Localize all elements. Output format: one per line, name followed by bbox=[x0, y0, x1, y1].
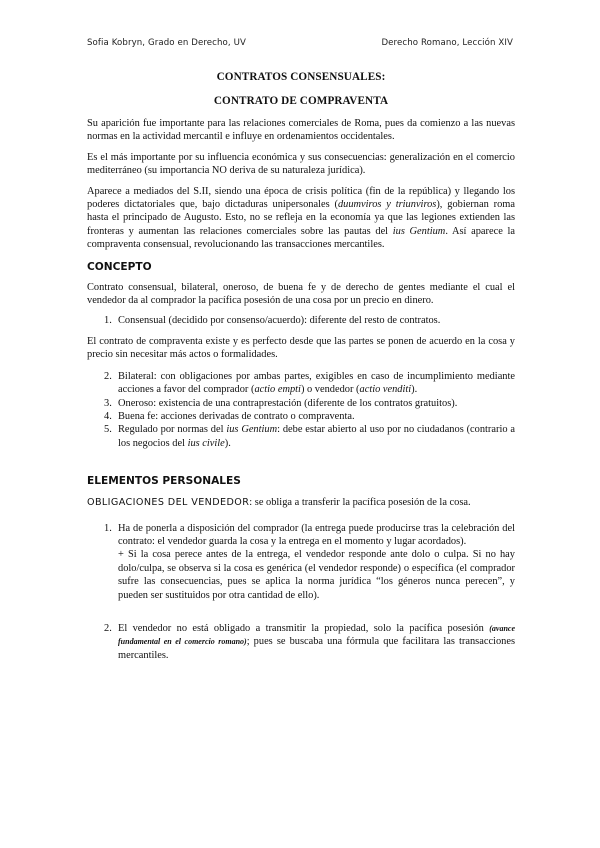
header-author: Sofia Kobryn, Grado en Derecho, UV bbox=[87, 38, 246, 48]
list-italic: ius civile bbox=[187, 437, 225, 449]
intro-paragraph-3 bbox=[87, 185, 515, 252]
intro-paragraph-1: Su aparición fue importante para las relaciones comerciales de Roma, pues da comienzo a las nuevas normas en la actividad mercantil e influye en ordenamientos occidentales. bbox=[87, 118, 515, 143]
list-number: 1. bbox=[104, 315, 112, 327]
list-item bbox=[87, 410, 515, 423]
list-italic: actio empti bbox=[254, 384, 301, 396]
section-heading-concepto: CONCEPTO bbox=[87, 260, 152, 273]
list-text: Consensual (decidido por consenso/acuerdo): diferente del resto de contratos. bbox=[118, 315, 441, 327]
concepto-definition: Contrato consensual, bilateral, oneroso, de buena fe y de derecho de gentes mediante el cual el vendedor da al comprador la pacífica posesión de una cosa por un precio en dinero. bbox=[87, 281, 515, 307]
list-item bbox=[87, 522, 515, 602]
list-text: Bilateral: con obligaciones por ambas partes, exigibles en caso de incumplimiento mediante acciones a favor del comprador ( bbox=[118, 370, 515, 396]
list-item bbox=[87, 423, 515, 450]
intro-p3-text: Aparece a mediados del S.II, siendo una época de crisis política (fin de la república) y llegando los poderes dictatoriales que, bajo dictaduras unipersonales ( bbox=[87, 185, 515, 211]
document-subtitle: CONTRATO DE COMPRAVENTA bbox=[213, 95, 389, 107]
obligaciones-list-1 bbox=[87, 522, 515, 602]
obligaciones-vendedor-line bbox=[87, 496, 515, 509]
list-text: Ha de ponerla a disposición del comprador (la entrega puede producirse tras la celebración del contrato: el vendedor guarda la cosa y la entrega en el momento y lugar acordados). bbox=[118, 522, 515, 547]
list-text: El vendedor no está obligado a transmitir la propiedad, solo la pacífica posesión bbox=[118, 622, 490, 634]
list-number: 2. bbox=[104, 622, 112, 634]
list-text: ; pues se buscaba una fórmula que facilitara las transacciones mercantiles. bbox=[118, 636, 515, 661]
document-title: CONTRATOS CONSENSUALES: bbox=[216, 71, 386, 83]
list-item bbox=[87, 370, 515, 397]
intro-p3-text: . Así aparece la compraventa consensual, revolucionando las transacciones mercantiles. bbox=[87, 225, 515, 251]
concepto-list-a bbox=[87, 314, 515, 327]
list-italic: ius Gentium bbox=[226, 424, 278, 436]
list-item bbox=[87, 397, 515, 410]
header-course: Derecho Romano, Lección XIV bbox=[381, 38, 513, 48]
subheading-obligaciones: OBLIGACIONES DEL VENDEDOR bbox=[87, 497, 250, 509]
list-text: ) o vendedor ( bbox=[300, 384, 360, 396]
list-text: Oneroso: existencia de una contraprestación (diferente de los contratos gratuitos). bbox=[118, 397, 458, 409]
intro-paragraph-2: Es el más importante por su influencia económica y sus consecuencias: generalización en el comercio mediterráneo (su importancia NO deriva de su naturaleza jurídica). bbox=[87, 151, 515, 177]
list-bold-note: (avance fundamental en el comercio romano) bbox=[118, 623, 515, 647]
list-number: 5. bbox=[104, 424, 112, 436]
list-item bbox=[87, 622, 515, 662]
list-text: + Si la cosa perece antes de la entrega, el vendedor responde ante dolo o culpa. Si no hay dolo/culpa, se observa si la cosa es genérica (el vendedor responde) o específica (el comprador sufre las consecuencias, pues se aplica la norma jurídica “los géneros nunca perecen”, y pueden ser sustituidos por otra cantidad de ello). bbox=[118, 549, 515, 601]
list-text: : debe estar abierto al uso por no ciudadanos (contrario a los negocios del bbox=[118, 424, 516, 449]
list-text: Buena fe: acciones derivadas de contrato o compraventa. bbox=[118, 410, 355, 422]
intro-p3-italic: duumviros y triunviros bbox=[337, 199, 437, 211]
document-body bbox=[87, 71, 515, 662]
list-italic: actio venditi bbox=[359, 384, 412, 396]
concepto-existence: El contrato de compraventa existe y es perfecto desde que las partes se ponen de acuerdo en la cosa y precio sin necesitar más actos o formalidades. bbox=[87, 335, 515, 361]
list-text: ). bbox=[224, 437, 231, 449]
concepto-list-b bbox=[87, 370, 515, 450]
list-text: ). bbox=[411, 384, 418, 396]
intro-p3-text: ), gobiernan roma hasta el principado de Augusto. Esto, no se refleja en la economía ya que las legiones extienden las fronteras y aumentan las relaciones comerciales sobre las pautas del bbox=[87, 199, 515, 237]
list-text: Regulado por normas del bbox=[118, 424, 227, 436]
list-number: 1. bbox=[104, 522, 112, 534]
intro-p3-italic: ius Gentium bbox=[392, 225, 446, 237]
list-number: 4. bbox=[104, 410, 112, 422]
list-item bbox=[87, 314, 515, 327]
obligaciones-list-2 bbox=[87, 622, 515, 662]
subheading-rest: : se obliga a transferir la pacífica posesión de la cosa. bbox=[249, 497, 471, 509]
section-heading-elementos: ELEMENTOS PERSONALES bbox=[87, 475, 241, 488]
list-number: 2. bbox=[104, 370, 112, 382]
list-number: 3. bbox=[104, 397, 112, 409]
